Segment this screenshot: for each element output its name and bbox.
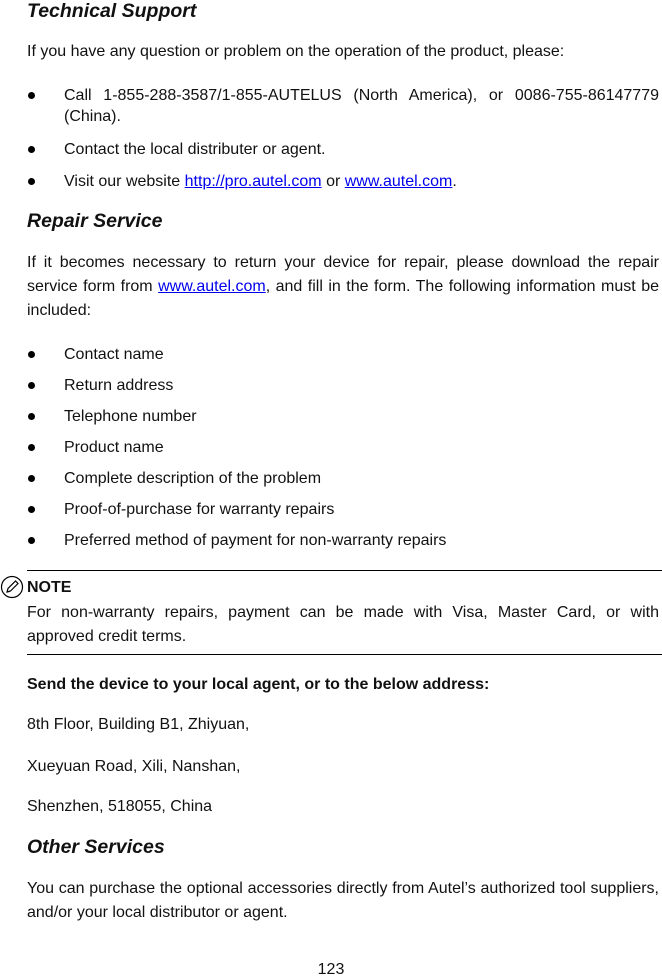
list-item: Telephone number bbox=[27, 406, 659, 437]
address-line-3: Shenzhen, 518055, China bbox=[27, 798, 213, 815]
bullet-icon bbox=[28, 351, 35, 358]
list-item: Contact name bbox=[27, 344, 659, 375]
pro-autel-link[interactable]: http://pro.autel.com bbox=[184, 173, 322, 190]
list-item: Product name bbox=[27, 437, 659, 468]
technical-support-intro: If you have any question or problem on the operation of the product, please: bbox=[27, 43, 565, 60]
bullet-icon bbox=[28, 146, 35, 153]
list-item: Call 1-855-288-3587/1-855-AUTELUS (North America), or 0086-755-86147779 (China). bbox=[27, 85, 659, 127]
repair-service-paragraph: If it becomes necessary to return your device for repair, please download the repair service form from www.autel.com, and fill in the form. The following information must be included: bbox=[27, 254, 660, 319]
list-item: Proof-of-purchase for warranty repairs bbox=[27, 499, 659, 530]
address-line-1: 8th Floor, Building B1, Zhiyuan, bbox=[27, 716, 250, 733]
bullet-icon bbox=[28, 382, 35, 389]
bullet-icon bbox=[28, 178, 35, 185]
list-item: Complete description of the problem bbox=[27, 468, 659, 499]
list-item: Return address bbox=[27, 375, 659, 406]
page-number: 123 bbox=[317, 961, 345, 978]
support-bullet-list bbox=[27, 85, 659, 192]
technical-support-heading: Technical Support bbox=[27, 0, 197, 22]
pencil-note-icon bbox=[0, 575, 24, 599]
autel-website-link[interactable]: www.autel.com bbox=[344, 173, 453, 190]
bullet-icon bbox=[28, 444, 35, 451]
bullet-icon bbox=[28, 413, 35, 420]
note-title: NOTE bbox=[27, 579, 72, 596]
bullet-icon bbox=[28, 475, 35, 482]
list-item: Preferred method of payment for non-warranty repairs bbox=[27, 530, 659, 561]
bullet-icon bbox=[28, 537, 35, 544]
note-text: For non-warranty repairs, payment can be made with Visa, Master Card, or with approved credit terms. bbox=[27, 604, 659, 645]
address-line-2: Xueyuan Road, Xili, Nanshan, bbox=[27, 758, 241, 775]
bullet-icon bbox=[28, 506, 35, 513]
bullet-icon bbox=[28, 92, 35, 99]
list-item: Contact the local distributer or agent. bbox=[27, 139, 659, 160]
other-services-text: You can purchase the optional accessories directly from Autel’s authorized tool suppliers, and/or your local distributor or agent. bbox=[27, 880, 659, 921]
note-box bbox=[27, 570, 662, 655]
address-heading: Send the device to your local agent, or to the below address: bbox=[27, 676, 490, 693]
list-item: Visit our website http://pro.autel.com or www.autel.com. bbox=[27, 171, 659, 192]
repair-info-list bbox=[27, 344, 659, 561]
other-services-heading: Other Services bbox=[27, 836, 165, 858]
repair-form-link[interactable]: www.autel.com bbox=[158, 278, 266, 295]
repair-service-heading: Repair Service bbox=[27, 210, 163, 232]
